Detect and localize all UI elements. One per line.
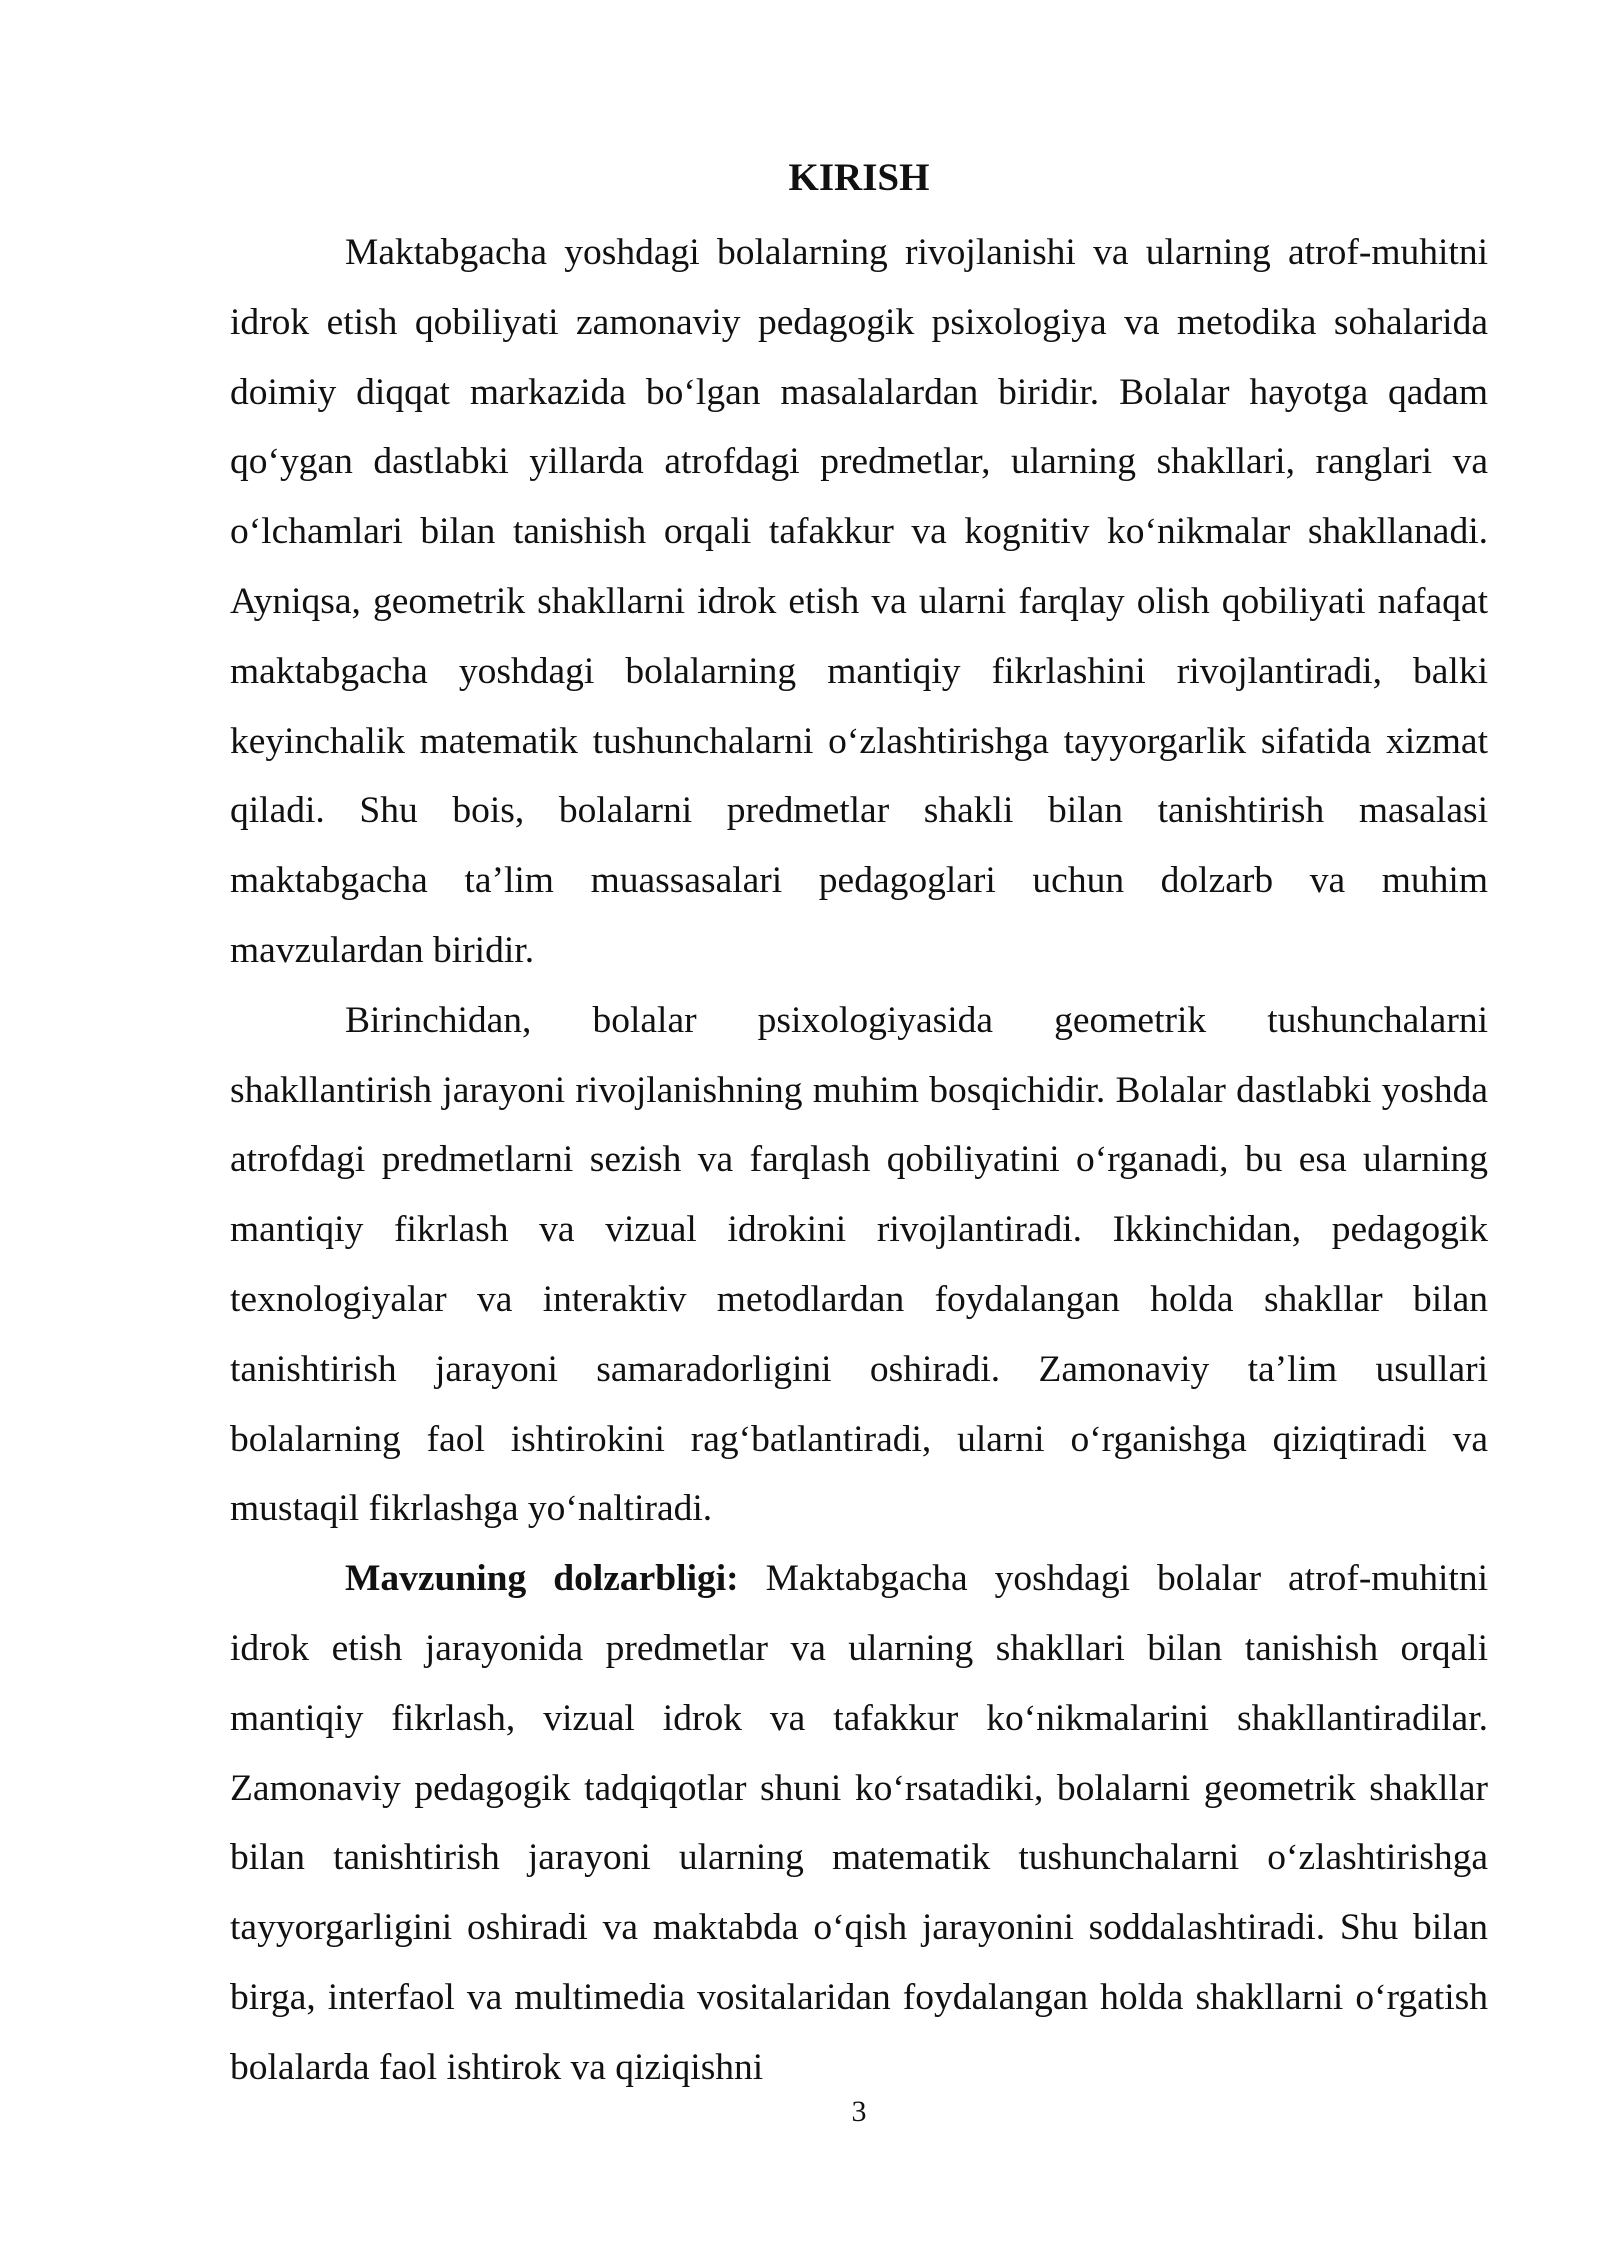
paragraph-relevance (230, 1544, 1488, 2102)
page-content (230, 148, 1488, 2103)
relevance-lead: Mavzuning dolzarbligi: (345, 1558, 739, 1600)
section-heading: KIRISH (788, 156, 930, 199)
paragraph-firstly (230, 986, 1488, 1544)
page-number: 3 (851, 2095, 867, 2128)
paragraph-relevance-text: Maktabgacha yoshdagi bolalar atrof-muhitni idrok etish jarayonida predmetlar va ularning shakllari bilan tanishish orqali mantiqiy fikrlash, vizual idrok va tafakkur koʻnikmalarini shakllantiradilar. Zamonaviy pedagogik tadqiqotlar shuni koʻrsatadiki, bolalarni geometrik shakllar bilan tanishtirish jarayoni ularning matematik tushunchalarni oʻzlashtirishga tayyorgarligini oshiradi va maktabda oʻqish jarayonini soddalashtiradi. Shu bilan birga, interfaol va multimedia vositalaridan foydalangan holda shakllarni oʻrgatish bolalarda faol ishtirok va qiziqishni (230, 1558, 1488, 2088)
paragraph-intro-text: Maktabgacha yoshdagi bolalarning rivojlanishi va ularning atrof-muhitni idrok etish qobiliyati zamonaviy pedagogik psixologiya va metodika sohalarida doimiy diqqat markazida boʻlgan masalalardan biridir. Bolalar hayotga qadam qoʻygan dastlabki yillarda atrofdagi predmetlar, ularning shakllari, ranglari va oʻlchamlari bilan tanishish orqali tafakkur va kognitiv koʻnikmalar shakllanadi. Ayniqsa, geometrik shakllarni idrok etish va ularni farqlay olish qobiliyati nafaqat maktabgacha yoshdagi bolalarning mantiqiy fikrlashini rivojlantiradi, balki keyinchalik matematik tushunchalarni oʻzlashtirishga tayyorgarlik sifatida xizmat qiladi. Shu bois, bolalarni predmetlar shakli bilan tanishtirish masalasi maktabgacha ta’lim muassasalari pedagoglari uchun dolzarb va muhim mavzulardan biridir. (230, 232, 1488, 971)
paragraph-firstly-text: Birinchidan, bolalar psixologiyasida geometrik tushunchalarni shakllantirish jarayoni rivojlanishning muhim bosqichidir. Bolalar dastlabki yoshda atrofdagi predmetlarni sezish va farqlash qobiliyatini oʻrganadi, bu esa ularning mantiqiy fikrlash va vizual idrokini rivojlantiradi. Ikkinchidan, pedagogik texnologiyalar va interaktiv metodlardan foydalangan holda shakllar bilan tanishtirish jarayoni samaradorligini oshiradi. Zamonaviy ta’lim usullari bolalarning faol ishtirokini ragʻbatlantiradi, ularni oʻrganishga qiziqtiradi va mustaqil fikrlashga yoʻnaltiradi. (230, 999, 1488, 1530)
paragraph-intro (230, 218, 1488, 986)
